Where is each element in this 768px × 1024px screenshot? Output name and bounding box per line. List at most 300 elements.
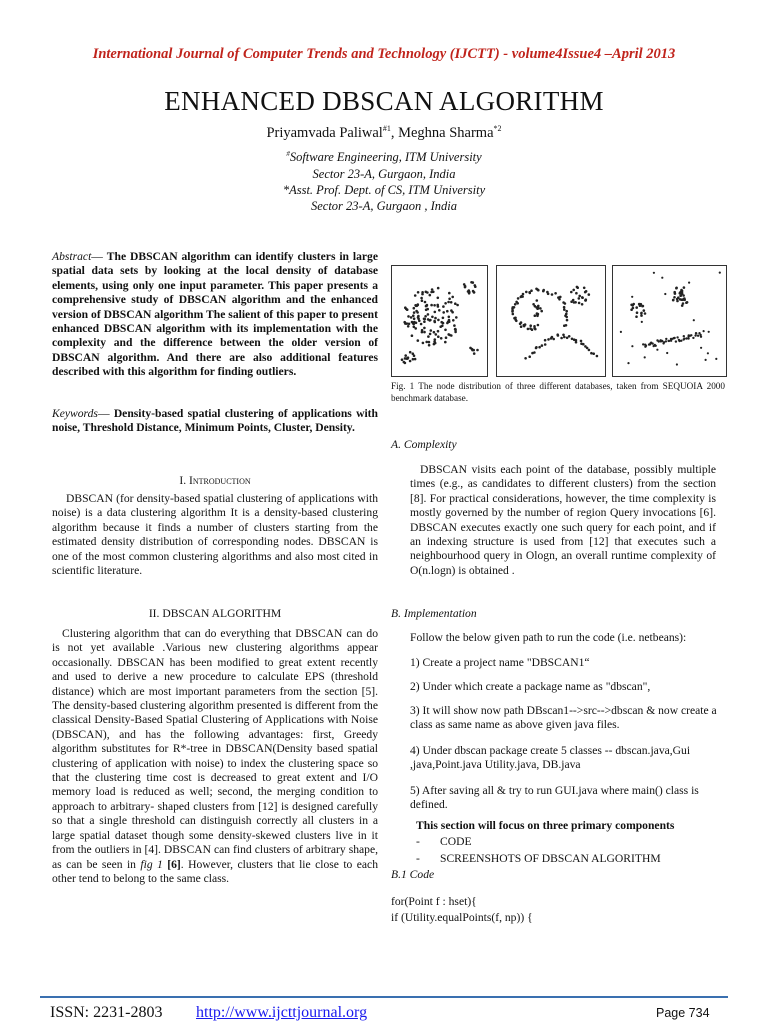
scatter-point [433, 304, 436, 307]
scatter-point [447, 301, 450, 304]
implementation-step-5: 5) After saving all & try to run GUI.java where main() class is defined. [410, 784, 699, 812]
figure-panel-2-plot [497, 266, 605, 376]
code-heading: B.1 Code [391, 868, 435, 881]
scatter-point [620, 331, 622, 333]
scatter-point [631, 304, 634, 307]
scatter-point [422, 342, 425, 345]
scatter-point [442, 305, 445, 308]
scatter-point [695, 332, 697, 334]
scatter-point [563, 336, 566, 339]
scatter-point [641, 305, 644, 308]
implementation-focus: This section will focus on three primary components [416, 819, 675, 832]
scatter-point [427, 318, 430, 321]
footer-rule [40, 996, 728, 998]
scatter-point [424, 301, 427, 304]
scatter-point [677, 296, 680, 299]
scatter-point [527, 328, 530, 331]
scatter-point [563, 306, 566, 309]
scatter-point [654, 344, 656, 346]
scatter-point [551, 336, 554, 339]
scatter-point [559, 296, 562, 299]
scatter-point [536, 299, 539, 302]
scatter-point [474, 285, 477, 288]
scatter-point [453, 324, 456, 327]
author-separator: , Meghna Sharma [390, 124, 494, 141]
scatter-point [705, 359, 707, 361]
dbscan-text-1: Clustering algorithm that can do everything that DBSCAN can do is not yet available .Various new clustering algorithms appear occasionally. DBSCAN has been modified to great extent recently and used to derive a new procedure to calculate EPS (threshold distance) which are most important parameters from the section [5]. The density-based clustering algorithm presented is different from the classical Density-Based Spatial Clustering of Applications with Noise (DBSCAN), and has the following advantages: first, Greedy algorithm substitutes for R*-tree in DBSCAN(Density based spatial clustering of application with noise) to index the clustering space so that the clustering time cost is decreased to great extent and I/O memory load is reduced as well; second, the merging condition to approach to arbitrary- shaped clusters from [12] is designed carefully so that a single threshold can distinguish correctly all clusters in a large spatial dataset though some density-skewed clusters live in it from the outliers in [4]. DBSCAN can find clusters of arbitrary shape, as can be seen in [52, 627, 378, 871]
implementation-intro: Follow the below given path to run the code (i.e. netbeans): [410, 631, 687, 644]
scatter-point [429, 333, 432, 336]
scatter-point [582, 343, 585, 346]
scatter-point [414, 358, 417, 361]
scatter-point [583, 287, 586, 290]
scatter-point [417, 339, 420, 342]
scatter-point [636, 311, 639, 314]
scatter-point [534, 314, 537, 317]
scatter-point [575, 341, 578, 344]
footer-page-number: Page 734 [656, 1006, 710, 1020]
intro-heading: I. Introduction [179, 474, 251, 487]
scatter-point [566, 319, 569, 322]
scatter-point [529, 324, 532, 327]
scatter-point [643, 309, 646, 312]
bullet-mark-2: - [416, 852, 420, 865]
scatter-point [445, 336, 448, 339]
scatter-point [520, 325, 523, 328]
scatter-point [570, 291, 573, 294]
scatter-point [534, 305, 537, 308]
scatter-point [410, 316, 413, 319]
bullet-code-text: CODE [440, 835, 472, 848]
scatter-point [681, 304, 684, 307]
implementation-step-1: 1) Create a project name "DBSCAN1“ [410, 656, 590, 669]
scatter-point [673, 291, 676, 294]
scatter-point [414, 294, 417, 297]
scatter-point [512, 313, 515, 316]
implementation-step-4: 4) Under dbscan package create 5 classes -- dbscan.java,Gui ,java,Point.java Utility.java, DB.java [410, 744, 691, 772]
scatter-point [631, 296, 633, 298]
scatter-point [552, 338, 555, 341]
scatter-point [411, 334, 414, 337]
scatter-point [692, 337, 694, 339]
scatter-point [667, 340, 669, 342]
scatter-point [680, 289, 683, 292]
scatter-point [473, 352, 476, 355]
figure-panel-1 [391, 265, 488, 377]
scatter-point [563, 308, 566, 311]
scatter-point [578, 302, 581, 305]
scatter-point [560, 337, 563, 340]
scatter-point [700, 347, 702, 349]
scatter-point [534, 328, 537, 331]
scatter-point [430, 291, 433, 294]
scatter-point [715, 358, 717, 360]
scatter-point [576, 286, 579, 289]
scatter-point [404, 362, 407, 365]
scatter-point [578, 295, 581, 298]
scatter-point [590, 352, 593, 355]
scatter-point [448, 316, 451, 319]
scatter-point [448, 298, 451, 301]
scatter-point [423, 327, 426, 330]
scatter-point [635, 315, 638, 318]
scatter-point [469, 347, 472, 350]
scatter-point [640, 314, 643, 317]
scatter-point [430, 304, 433, 307]
scatter-point [409, 360, 412, 363]
scatter-point [578, 297, 581, 300]
scatter-point [524, 357, 527, 360]
author-2-sup: *2 [493, 124, 502, 133]
scatter-point [442, 311, 445, 314]
scatter-point [413, 311, 416, 314]
scatter-point [412, 352, 415, 355]
scatter-point [423, 320, 426, 323]
fig-reference: fig 1 [140, 857, 163, 871]
scatter-point [450, 309, 453, 312]
scatter-point [653, 272, 655, 274]
scatter-point [437, 330, 440, 333]
scatter-point [428, 344, 431, 347]
scatter-point [452, 319, 455, 322]
scatter-point [421, 331, 424, 334]
scatter-point [434, 311, 437, 314]
scatter-point [664, 293, 666, 295]
scatter-point [581, 303, 584, 306]
scatter-point [676, 336, 678, 338]
scatter-point [424, 318, 427, 321]
scatter-point [515, 301, 518, 304]
scatter-point [588, 293, 591, 296]
dbscan-text-2: . However, clusters that lie close to each other tend to belong to the same class. [52, 857, 378, 885]
scatter-point [517, 297, 520, 300]
scatter-point [451, 296, 454, 299]
scatter-point [719, 272, 721, 274]
scatter-point [539, 307, 542, 310]
scatter-point [580, 340, 583, 343]
scatter-point [536, 312, 539, 315]
scatter-point [426, 291, 429, 294]
scatter-point [533, 351, 536, 354]
paper-title: ENHANCED DBSCAN ALGORITHM [164, 86, 604, 116]
scatter-point [682, 299, 685, 302]
implementation-heading: B. Implementation [391, 607, 477, 620]
scatter-point [581, 296, 584, 299]
affiliation-1 [0, 150, 768, 165]
scatter-point [537, 289, 540, 292]
scatter-point [433, 320, 436, 323]
scatter-point [428, 341, 431, 344]
scatter-point [425, 341, 428, 344]
abstract-label: Abstract [52, 250, 92, 263]
abstract [52, 250, 378, 380]
scatter-point [683, 286, 686, 289]
scatter-point [661, 277, 663, 279]
scatter-point [541, 344, 544, 347]
scatter-point [588, 349, 591, 352]
scatter-point [690, 334, 692, 336]
scatter-point [547, 293, 550, 296]
scatter-point [444, 302, 447, 305]
affiliation-4: Sector 23-A, Gurgaon , India [310, 199, 458, 213]
scatter-point [409, 351, 412, 354]
scatter-point [439, 325, 442, 328]
scatter-point [407, 325, 410, 328]
scatter-point [442, 322, 445, 325]
scatter-point [675, 287, 678, 290]
scatter-point [540, 310, 543, 313]
scatter-point [444, 329, 447, 332]
scatter-point [665, 338, 667, 340]
footer-url-link[interactable]: http://www.ijcttjournal.org [196, 1004, 368, 1021]
scatter-point [450, 301, 453, 304]
scatter-point [408, 323, 411, 326]
keywords-label: Keywords [52, 407, 98, 420]
figure-panel-3 [612, 265, 727, 377]
scatter-point [703, 330, 705, 332]
scatter-point [554, 292, 557, 295]
scatter-point [404, 354, 407, 357]
scatter-point [644, 356, 646, 358]
scatter-point [472, 349, 475, 352]
scatter-point [433, 331, 436, 334]
scatter-point [535, 346, 538, 349]
scatter-point [687, 337, 689, 339]
footer-issn: ISSN: 2231-2803 [50, 1004, 163, 1021]
scatter-point [456, 304, 459, 307]
scatter-point [440, 337, 443, 340]
scatter-point [437, 297, 440, 300]
scatter-point [656, 339, 658, 341]
scatter-point [417, 316, 420, 319]
scatter-point [442, 317, 445, 320]
scatter-point [401, 358, 404, 361]
scatter-point [420, 323, 423, 326]
scatter-point [523, 324, 526, 327]
scatter-point [685, 301, 688, 304]
figure-panel-2 [496, 265, 606, 377]
dbscan-paragraph [52, 627, 378, 886]
affiliation-3: *Asst. Prof. Dept. of CS, ITM University [282, 183, 486, 197]
scatter-point [707, 352, 709, 354]
scatter-point [429, 294, 432, 297]
implementation-step-3: 3) It will show now path DBscan1-->src-->dbscan & now create a class as same name as above given java files. [410, 704, 717, 732]
intro-paragraph: DBSCAN (for density-based spatial clustering of applications with noise) is a data clustering algorithm It is a density-based clustering algorithm because it finds a number of clusters starting from the estimated density distribution of corresponding nodes. DBSCAN is one of the most common clustering algorithms and also most cited in scientific literature. [52, 492, 378, 578]
scatter-point [514, 317, 517, 320]
scatter-point [404, 306, 407, 309]
keywords [52, 407, 378, 436]
affiliation-1-sup: # [286, 150, 290, 158]
scatter-point [416, 304, 419, 307]
scatter-point [413, 307, 416, 310]
scatter-point [436, 304, 439, 307]
scatter-point [431, 316, 434, 319]
scatter-point [568, 335, 571, 338]
scatter-point [699, 334, 701, 336]
dbscan-heading: II. DBSCAN ALGORITHM [148, 607, 282, 620]
scatter-point [639, 304, 642, 307]
scatter-point [448, 319, 451, 322]
scatter-point [454, 302, 457, 305]
scatter-point [635, 306, 638, 309]
scatter-point [575, 292, 578, 295]
scatter-point [464, 286, 467, 289]
scatter-point [592, 352, 595, 355]
scatter-point [513, 306, 516, 309]
scatter-point [644, 346, 646, 348]
bullet-mark-1: - [416, 835, 420, 848]
scatter-point [544, 343, 547, 346]
scatter-point [434, 338, 437, 341]
scatter-point [693, 319, 695, 321]
scatter-point [675, 340, 677, 342]
scatter-point [522, 293, 525, 296]
scatter-point [437, 319, 440, 322]
scatter-point [644, 312, 647, 315]
scatter-point [708, 331, 710, 333]
scatter-point [551, 293, 554, 296]
scatter-point [444, 341, 447, 344]
scatter-point [676, 300, 679, 303]
scatter-point [529, 327, 532, 330]
scatter-point [680, 340, 682, 342]
scatter-point [448, 292, 451, 295]
bullet-screenshots-text: SCREENSHOTS OF DBSCAN ALGORITHM [440, 852, 661, 865]
scatter-point [472, 281, 475, 284]
scatter-point [640, 313, 642, 315]
scatter-point [424, 315, 427, 318]
scatter-point [437, 335, 440, 338]
scatter-point [421, 291, 424, 294]
scatter-point [476, 349, 479, 352]
scatter-point [420, 297, 423, 300]
scatter-point [631, 345, 633, 347]
scatter-point [404, 357, 407, 360]
scatter-point [450, 334, 453, 337]
scatter-point [572, 289, 575, 292]
scatter-point [676, 363, 678, 365]
scatter-point [584, 299, 587, 302]
scatter-point [425, 309, 428, 312]
scatter-point [427, 335, 430, 338]
keywords-dash: — [97, 407, 114, 420]
scatter-point [697, 335, 699, 337]
scatter-point [437, 287, 440, 290]
scatter-point [596, 355, 599, 358]
scatter-point [528, 355, 531, 358]
scatter-point [417, 291, 420, 294]
scatter-point [415, 322, 418, 325]
scatter-point [565, 316, 568, 319]
scatter-point [566, 337, 569, 340]
scatter-point [665, 340, 667, 342]
scatter-point [435, 333, 438, 336]
scatter-point [411, 321, 414, 324]
scatter-point [416, 311, 419, 314]
scatter-point [641, 321, 643, 323]
scatter-point [446, 310, 449, 313]
scatter-point [537, 307, 540, 310]
keywords-text: Density-based spatial clustering of applications with noise, Threshold Distance, Minimum Points, Cluster, Density. [52, 407, 378, 435]
scatter-point [656, 349, 658, 351]
scatter-point [521, 295, 524, 298]
scatter-point [472, 290, 475, 293]
scatter-point [666, 352, 668, 354]
scatter-point [683, 335, 685, 337]
scatter-point [585, 290, 588, 293]
scatter-point [537, 324, 540, 327]
abstract-dash: — [91, 250, 107, 263]
scatter-point [544, 339, 547, 342]
scatter-point [414, 327, 417, 330]
scatter-point [651, 342, 653, 344]
code-line-1: for(Point f : hset){ [391, 895, 477, 908]
scatter-point [565, 310, 568, 313]
scatter-point [426, 304, 429, 307]
scatter-point [407, 315, 410, 318]
fig-citation: [6] [167, 857, 181, 871]
scatter-point [570, 300, 573, 303]
scatter-point [447, 333, 450, 336]
scatter-point [673, 296, 676, 299]
scatter-point [455, 316, 458, 319]
scatter-point [467, 290, 470, 293]
author-list [0, 124, 768, 142]
scatter-point [403, 321, 406, 324]
figure-panel-3-plot [613, 266, 726, 376]
scatter-point [525, 291, 528, 294]
abstract-text: The DBSCAN algorithm can identify clusters in large spatial data sets by looking at the local density of database elements, using only one input parameter. This paper presents a comprehensive study of DBSCAN algorithm and the enhanced version of DBSCAN algorithm The salient of this paper to present enhanced DBSCAN algorithm with its implementation with the complexity and the difference between the older version of DBSCAN algorithm. And there are also additional features described with this algorithm for finding outliers. [52, 250, 378, 379]
figure-panel-1-plot [392, 266, 487, 376]
scatter-point [538, 346, 541, 349]
affiliation-1-text: Software Engineering, ITM University [289, 150, 482, 165]
scatter-point [694, 334, 696, 336]
bullet-code [416, 835, 472, 849]
scatter-point [688, 282, 690, 284]
scatter-point [423, 331, 426, 334]
scatter-point [673, 337, 675, 339]
scatter-point [547, 338, 550, 341]
complexity-heading: A. Complexity [391, 438, 457, 451]
affiliation-2: Sector 23-A, Gurgaon, India [312, 167, 456, 181]
scatter-point [434, 317, 437, 320]
scatter-point [565, 324, 568, 327]
scatter-point [627, 362, 629, 364]
scatter-point [557, 334, 560, 337]
scatter-point [514, 303, 517, 306]
figure-caption: Fig. 1 The node distribution of three different databases, taken from SEQUOIA 2000 benchmark database. [391, 381, 725, 403]
scatter-point [430, 329, 433, 332]
scatter-point [519, 323, 522, 326]
implementation-step-2: 2) Under which create a package name as "dbscan", [410, 680, 651, 693]
scatter-point [421, 299, 424, 302]
scatter-point [412, 314, 415, 317]
scatter-point [672, 299, 675, 302]
scatter-point [632, 307, 635, 310]
scatter-point [558, 298, 561, 301]
code-line-2: if (Utility.equalPoints(f, np)) { [391, 911, 533, 924]
scatter-point [530, 289, 533, 292]
author-1: Priyamvada Paliwal [266, 124, 383, 141]
scatter-point [542, 290, 545, 293]
scatter-point [413, 317, 416, 320]
scatter-point [438, 309, 441, 312]
author-1-sup: #1 [382, 124, 391, 133]
scatter-point [431, 288, 434, 291]
scatter-point [573, 301, 576, 304]
scatter-point [454, 331, 457, 334]
scatter-point [683, 338, 685, 340]
